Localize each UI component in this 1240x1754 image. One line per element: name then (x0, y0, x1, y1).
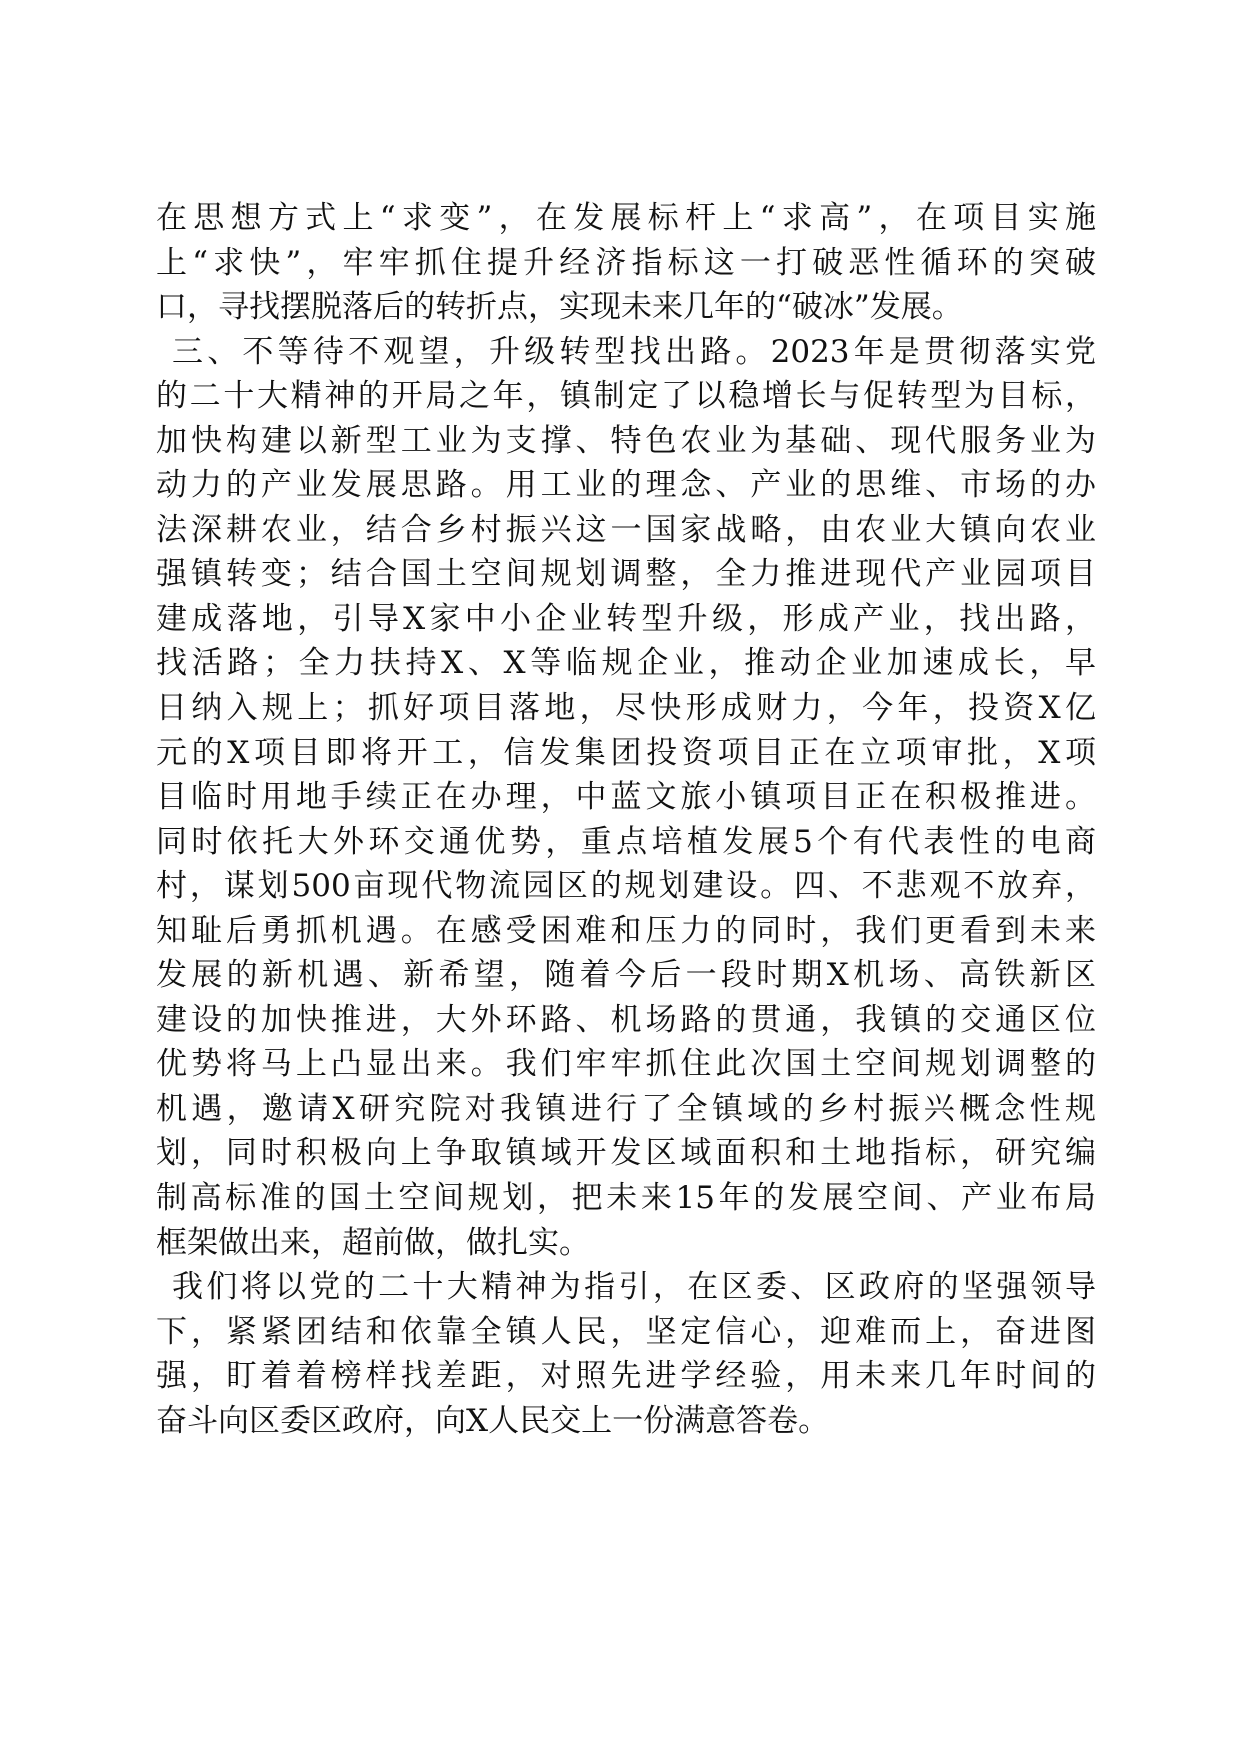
paragraph-2-line-9: 日纳入规上；抓好项目落地，尽快形成财力，今年，投资X亿 (156, 690, 1096, 727)
paragraph-2-line-8: 找活路；全力扶持X、X等临规企业，推动企业加速成长，早 (156, 645, 1096, 682)
paragraph-2-line-10: 元的X项目即将开工，信发集团投资项目正在立项审批，X项 (156, 734, 1096, 771)
paragraph-2-line-3: 加快构建以新型工业为支撑、特色农业为基础、现代服务业为 (156, 422, 1096, 459)
paragraph-2-line-6: 强镇转变；结合国土空间规划调整，全力推进现代产业园项目 (156, 556, 1096, 593)
paragraph-2-line-16: 建设的加快推进，大外环路、机场路的贯通，我镇的交通区位 (156, 1001, 1096, 1038)
paragraph-1-line-2: 上“求快”，牢牢抓住提升经济指标这一打破恶性循环的突破 (156, 244, 1096, 281)
paragraph-2-line-14: 知耻后勇抓机遇。在感受困难和压力的同时，我们更看到未来 (156, 912, 1096, 949)
paragraph-2-line-17: 优势将马上凸显出来。我们牢牢抓住此次国土空间规划调整的 (156, 1046, 1096, 1083)
paragraph-2-line-20: 制高标准的国土空间规划，把未来15年的发展空间、产业布局 (156, 1180, 1096, 1217)
paragraph-2-line-1: 三、不等待不观望，升级转型找出路。2023年是贯彻落实党 (172, 333, 1096, 370)
paragraph-3-line-4: 奋斗向区委区政府，向X人民交上一份满意答卷。 (156, 1402, 830, 1439)
paragraph-3-line-1: 我们将以党的二十大精神为指引，在区委、区政府的坚强领导 (172, 1269, 1096, 1306)
paragraph-2-line-7: 建成落地，引导X家中小企业转型升级，形成产业，找出路， (156, 600, 1096, 637)
paragraph-2-line-11: 目临时用地手续正在办理，中蓝文旅小镇项目正在积极推进。 (156, 779, 1096, 816)
paragraph-2-line-13: 村，谋划500亩现代物流园区的规划建设。四、不悲观不放弃， (156, 868, 1096, 905)
paragraph-2-line-19: 划，同时积极向上争取镇域开发区域面积和土地指标，研究编 (156, 1135, 1096, 1172)
paragraph-2-line-12: 同时依托大外环交通优势，重点培植发展5个有代表性的电商 (156, 823, 1096, 860)
document-body (156, 196, 1096, 1443)
paragraph-2-line-21: 框架做出来，超前做，做扎实。 (156, 1224, 590, 1261)
paragraph-2-line-2: 的二十大精神的开局之年，镇制定了以稳增长与促转型为目标， (156, 378, 1096, 415)
paragraph-3-line-2: 下，紧紧团结和依靠全镇人民，坚定信心，迎难而上，奋进图 (156, 1313, 1096, 1350)
paragraph-3-line-3: 强，盯着着榜样找差距，对照先进学经验，用未来几年时间的 (156, 1358, 1096, 1395)
paragraph-1-line-3: 口，寻找摆脱落后的转折点，实现未来几年的“破冰”发展。 (156, 289, 963, 326)
paragraph-1-line-1: 在思想方式上“求变”，在发展标杆上“求高”，在项目实施 (156, 200, 1096, 236)
paragraph-2-line-15: 发展的新机遇、新希望，随着今后一段时期X机场、高铁新区 (156, 957, 1096, 994)
paragraph-2-line-18: 机遇，邀请X研究院对我镇进行了全镇域的乡村振兴概念性规 (156, 1090, 1096, 1127)
paragraph-2-line-4: 动力的产业发展思路。用工业的理念、产业的思维、市场的办 (156, 467, 1096, 504)
paragraph-2-line-5: 法深耕农业，结合乡村振兴这一国家战略，由农业大镇向农业 (156, 511, 1096, 548)
